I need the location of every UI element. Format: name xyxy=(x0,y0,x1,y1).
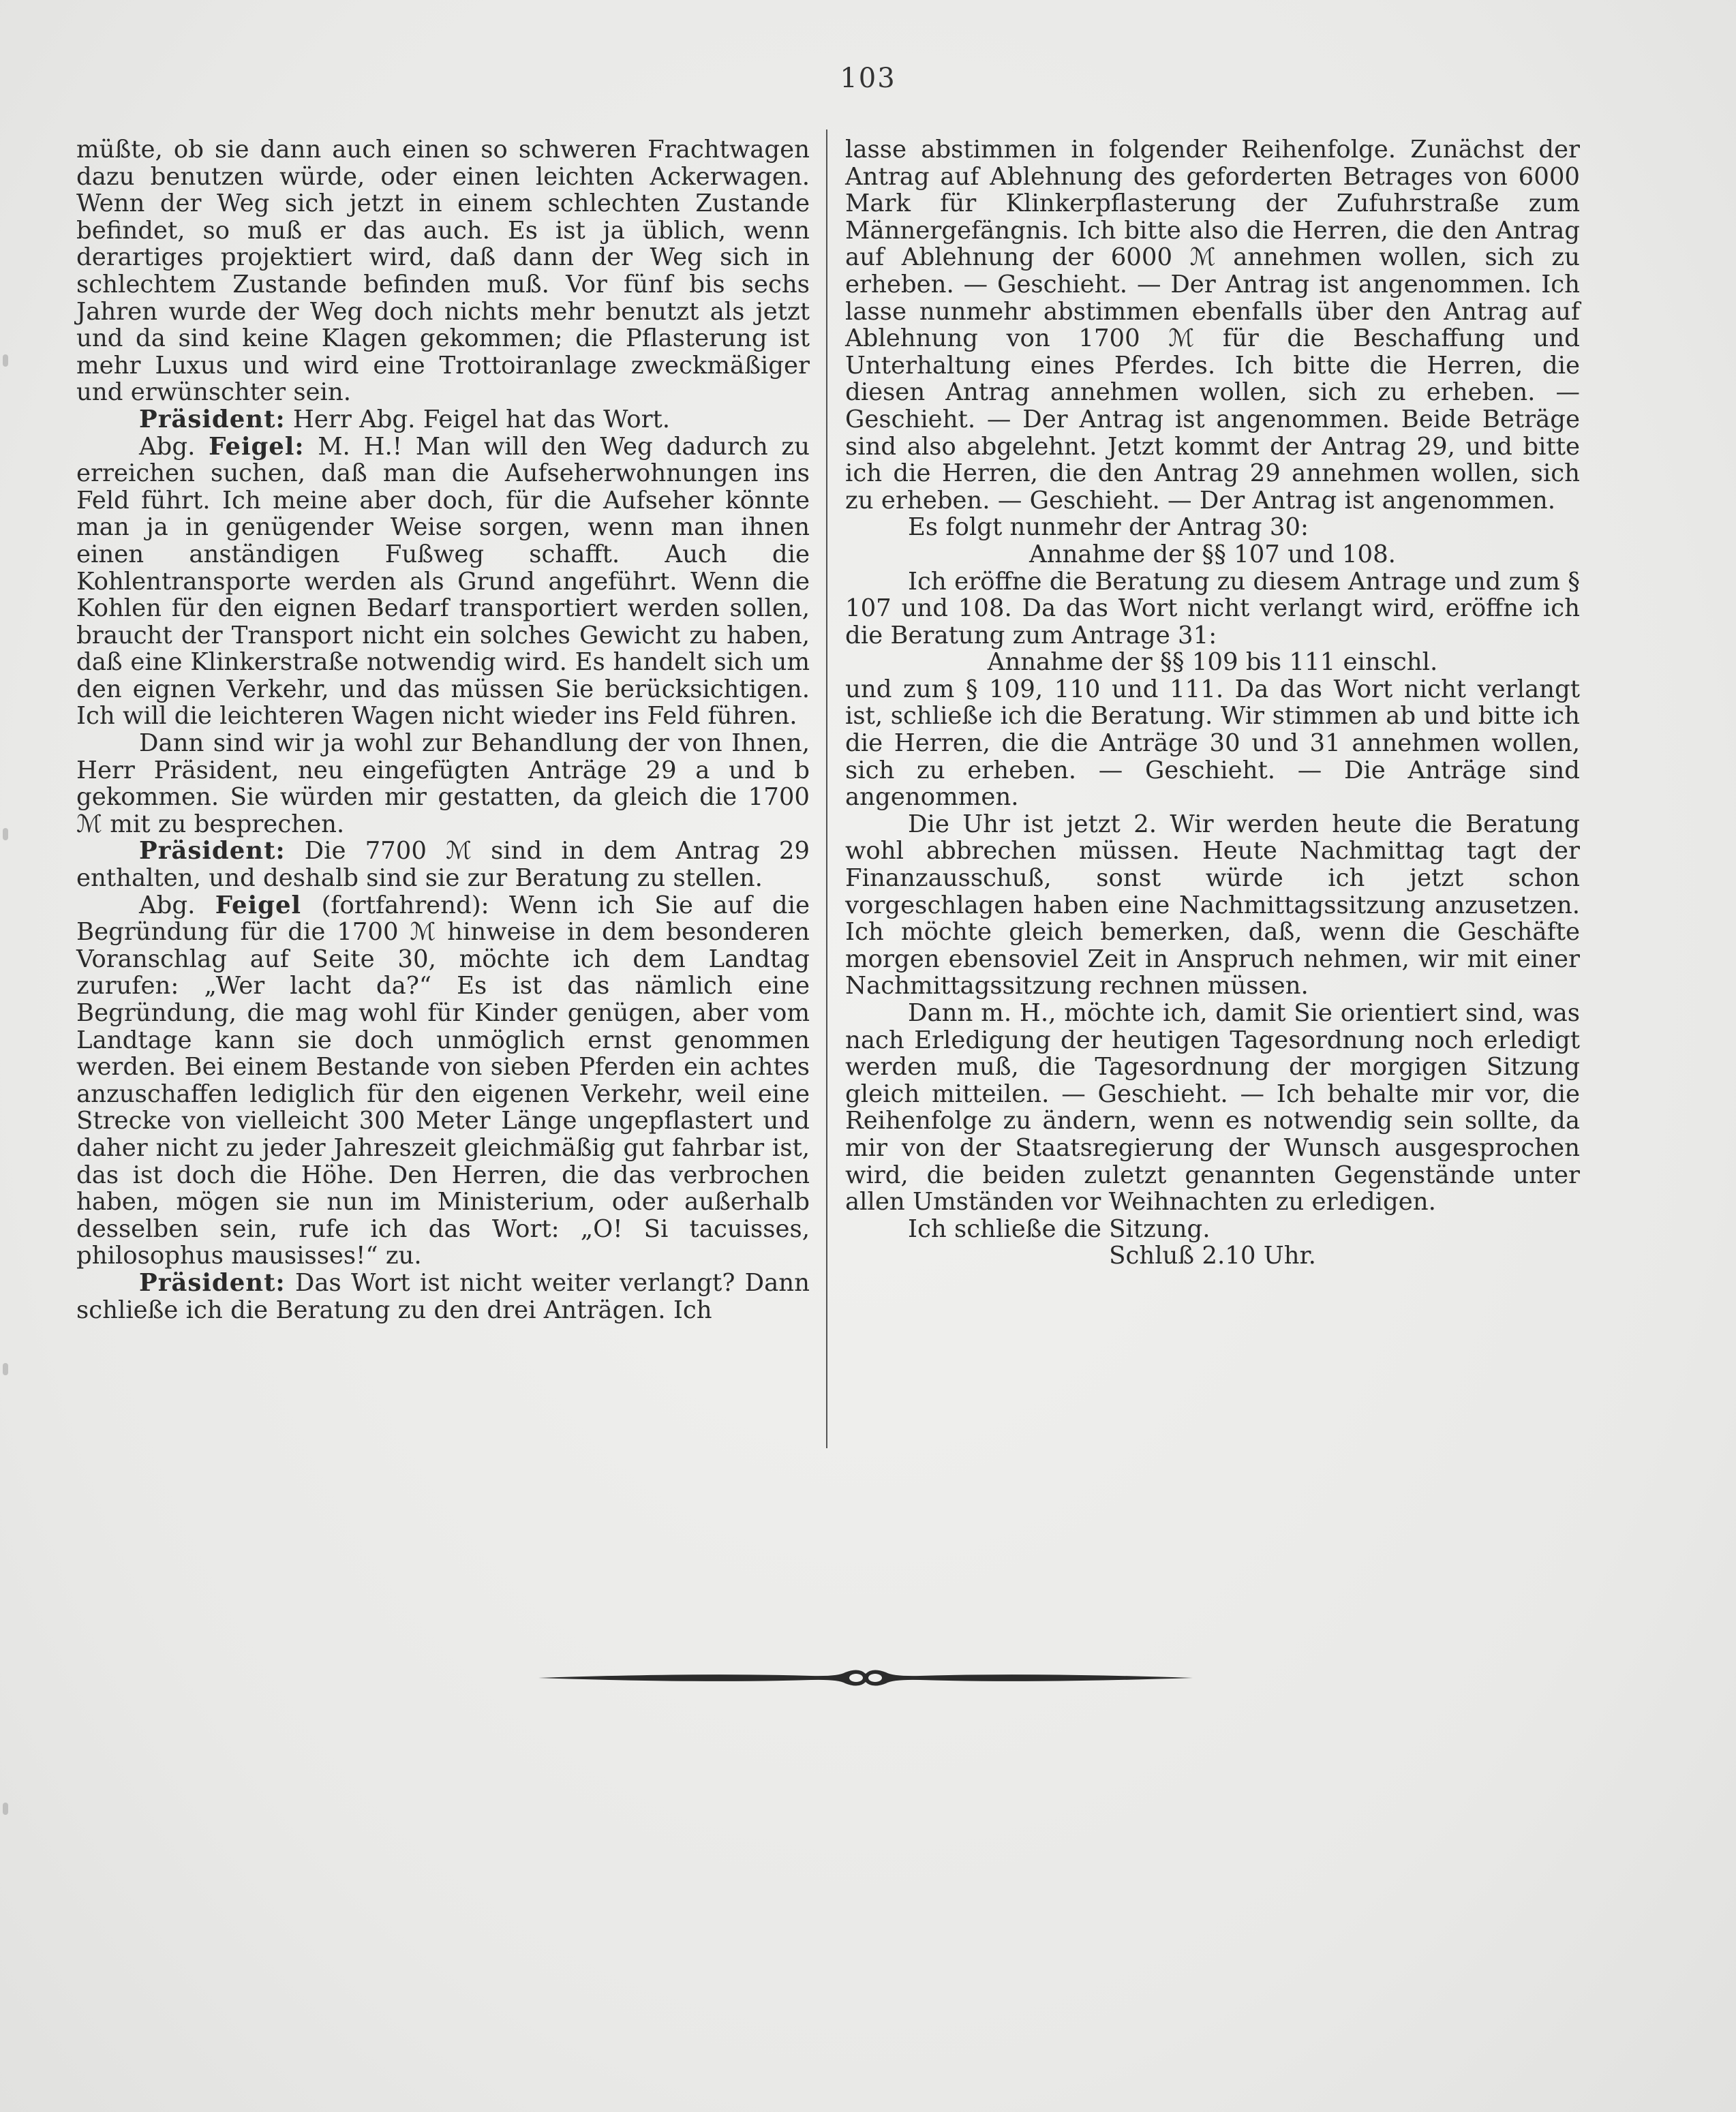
speaker-name: Feigel xyxy=(215,891,302,919)
punch-hole-mark xyxy=(3,1803,8,1815)
paragraph xyxy=(76,892,810,1270)
left-text-column xyxy=(76,136,810,1323)
paragraph xyxy=(845,811,1580,1000)
punch-hole-mark xyxy=(3,828,8,840)
paragraph xyxy=(845,1000,1580,1216)
speaker-name: Präsident: xyxy=(139,1268,286,1297)
paragraph-text: Es folgt nunmehr der Antrag 30: xyxy=(908,513,1309,542)
speaker-prefix: Abg. xyxy=(139,891,215,919)
paragraph-text: Die Uhr ist jetzt 2. Wir werden heute die Beratung wohl abbrechen müssen. Heute Nachmittag tagt der Finanzausschuß, sonst würde ich jetzt schon vorgeschlagen haben eine Nachmittagssitzung anzusetzen. Ich möchte gleich bemerken, daß, wenn die Geschäfte morgen ebensoviel Zeit in Anspruch nehmen, wir mit einer Nachmittagssitzung rechnen müssen. xyxy=(845,810,1580,1000)
paragraph xyxy=(76,406,810,433)
end-ornament xyxy=(538,1657,1193,1698)
paragraph xyxy=(845,568,1580,649)
paragraph xyxy=(845,136,1580,514)
punch-hole-mark xyxy=(3,354,8,367)
paragraph-text: lasse abstimmen in folgender Reihenfolge. Zunächst der Antrag auf Ablehnung des geforderten Betrages von 6000 Mark für Klinkerpflasterung der Zufuhrstraße zum Männergefängnis. Ich bitte also die Herren, die den Antrag auf Ablehnung der 6000 ℳ annehmen wollen, sich zu erheben. — Geschieht. — Der Antrag ist angenommen. Ich lasse nunmehr abstimmen ebenfalls über den Antrag auf Ablehnung von 1700 ℳ für die Beschaffung und Unterhaltung eines Pferdes. Ich bitte die Herren, die diesen Antrag annehmen wollen, sich zu erheben. — Geschieht. — Der Antrag ist angenommen. Beide Beträge sind also abgelehnt. Jetzt kommt der Antrag 29, und bitte ich die Herren, die den Antrag 29 annehmen wollen, sich zu erheben. — Geschieht. — Der Antrag ist angenommen. xyxy=(845,136,1580,515)
paragraph-text: Dann sind wir ja wohl zur Behandlung der von Ihnen, Herr Präsident, neu eingefügten Anträge 29 a und b gekommen. Sie würden mir gestatten, da gleich die 1700 ℳ mit zu besprechen. xyxy=(76,729,810,838)
speaker-prefix: Abg. xyxy=(139,432,209,461)
paragraph xyxy=(845,514,1580,541)
right-text-column xyxy=(845,136,1580,1270)
paragraph xyxy=(845,1242,1580,1270)
column-divider xyxy=(826,129,827,1448)
paragraph-text: Dann m. H., möchte ich, damit Sie orientiert sind, was nach Erledigung der heutigen Tagesordnung noch erledigt werden muß, die Tagesordnung der morgigen Sitzung gleich mitteilen. — Geschieht. — Ich behalte mir vor, die Reihenfolge zu ändern, wenn es notwendig sein sollte, da mir von der Staatsregierung der Wunsch ausgesprochen wird, die beiden zuletzt genannten Gegenstände unter allen Umständen vor Weihnachten zu erledigen. xyxy=(845,999,1580,1216)
speaker-name: Präsident: xyxy=(139,837,286,866)
paragraph xyxy=(845,649,1580,676)
paragraph-text: Ich eröffne die Beratung zu diesem Antrage und zum § 107 und 108. Da das Wort nicht verlangt wird, eröffne ich die Beratung zum Antrage 31: xyxy=(845,567,1580,649)
speaker-name: Präsident: xyxy=(139,405,286,433)
paragraph xyxy=(76,730,810,838)
paragraph-text: Die 7700 ℳ sind in dem Antrag 29 enthalten, und deshalb sind sie zur Beratung zu stellen. xyxy=(76,837,810,893)
paragraph xyxy=(76,136,810,406)
paragraph xyxy=(845,1216,1580,1243)
punch-hole-mark xyxy=(3,1363,8,1375)
paragraph-text: Schluß 2.10 Uhr. xyxy=(1109,1242,1316,1270)
paragraph-text: müßte, ob sie dann auch einen so schweren Frachtwagen dazu benutzen würde, oder einen leichten Ackerwagen. Wenn der Weg sich jetzt in einem schlechten Zustande befindet, so muß er das auch. Es ist ja üblich, wenn derartiges projektiert wird, daß dann der Weg sich in schlechtem Zustande befinden muß. Vor fünf bis sechs Jahren wurde der Weg doch nichts mehr benutzt als jetzt und da sind keine Klagen gekommen; die Pflasterung ist mehr Luxus und wird eine Trottoiranlage zweckmäßiger und erwünschter sein. xyxy=(76,136,810,407)
page-number: 103 xyxy=(840,63,896,94)
paragraph-text: M. H.! Man will den Weg dadurch zu erreichen suchen, daß man die Aufseherwohnungen ins Feld führt. Ich meine aber doch, für die Aufseher könnte man ja in genügender Weise sorgen, wenn man ihnen einen anständigen Fußweg schafft. Auch die Kohlentransporte werden als Grund angeführt. Wenn die Kohlen für den eignen Bedarf transportiert werden sollen, braucht der Transport nicht ein solches Gewicht zu haben, daß eine Klinkerstraße notwendig wird. Es handelt sich um den eignen Verkehr, und das müssen Sie berücksichtigen. Ich will die leichteren Wagen nicht wieder ins Feld führen. xyxy=(76,432,810,731)
paragraph-text: und zum § 109, 110 und 111. Da das Wort nicht verlangt ist, schließe ich die Beratung. Wir stimmen ab und bitte ich die Herren, die die Anträge 30 und 31 annehmen wollen, sich zu erheben. — Geschieht. — Die Anträge sind angenommen. xyxy=(845,675,1580,812)
paragraph-text: Das Wort ist nicht weiter verlangt? Dann schließe ich die Beratung zu den drei Anträgen. Ich xyxy=(76,1268,810,1324)
paragraph xyxy=(76,838,810,891)
paragraph-text: (fortfahrend): Wenn ich Sie auf die Begründung für die 1700 ℳ hinweise in dem besonderen Voranschlag auf Seite 30, möchte ich dem Landtag zurufen: „Wer lacht da?“ Es ist das nämlich eine Begründung, die mag wohl für Kinder genügen, aber vom Landtage kann sie doch unmöglich ernst genommen werden. Bei einem Bestande von sieben Pferden ein achtes anzuschaffen lediglich für den eigenen Verkehr, weil eine Strecke von vielleicht 300 Meter Länge ungepflastert und daher nicht zu jeder Jahreszeit gleichmäßig gut fahrbar ist, das ist doch die Höhe. Den Herren, die das verbrochen haben, mögen sie nun im Ministerium, oder außerhalb desselben sein, rufe ich das Wort: „O! Si tacuisses, philosophus mausisses!“ zu. xyxy=(76,891,810,1270)
paragraph xyxy=(845,676,1580,811)
paragraph xyxy=(76,1270,810,1323)
paragraph-text: Herr Abg. Feigel hat das Wort. xyxy=(285,405,671,433)
paragraph xyxy=(845,541,1580,568)
paragraph-text: Annahme der §§ 109 bis 111 einschl. xyxy=(987,648,1438,677)
paragraph-text: Annahme der §§ 107 und 108. xyxy=(1029,540,1396,568)
speaker-name: Feigel: xyxy=(209,432,305,461)
paragraph xyxy=(76,433,810,731)
paragraph-text: Ich schließe die Sitzung. xyxy=(908,1214,1210,1243)
